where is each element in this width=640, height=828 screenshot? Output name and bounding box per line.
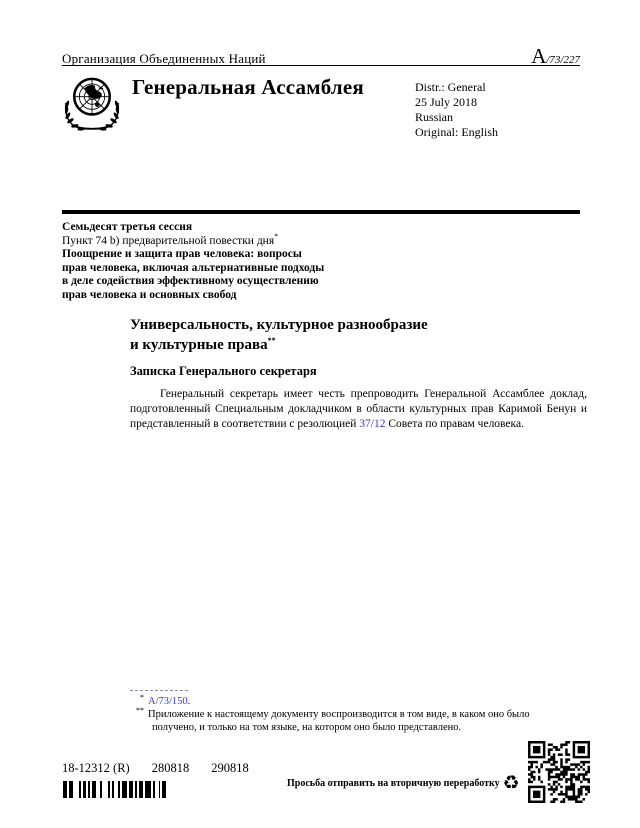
paragraph-text: Совета по правам человека.	[385, 417, 524, 430]
footnotes-block	[130, 690, 560, 735]
section-divider-rule	[62, 210, 580, 214]
document-subtitle: Записка Генерального секретаря	[130, 364, 317, 378]
footnote-2: ** Приложение к настоящему документу воспроизводится в том виде, в каком оно было получено, и только на том языке, на котором оно было представлено.	[136, 705, 530, 734]
job-number-line	[62, 761, 249, 776]
header-rule	[62, 65, 580, 66]
agenda-item-line	[62, 231, 324, 249]
session-title: Семьдесят третья сессия	[62, 221, 193, 233]
agenda-title-line: прав человека, включая альтернативные подходы	[62, 261, 325, 274]
qr-code-icon	[528, 741, 590, 803]
distr-line: Distr.: General	[415, 80, 486, 94]
original-language-line: Original: English	[415, 125, 498, 139]
body-paragraph	[130, 387, 587, 432]
footnote-ref-2: **	[267, 335, 276, 345]
document-title	[130, 316, 428, 355]
language-line: Russian	[415, 110, 454, 124]
agenda-title-line: в деле содействия эффективному осуществлению	[62, 275, 319, 288]
document-title-line2: и культурные права**	[130, 335, 276, 353]
distribution-block	[415, 80, 498, 140]
org-name: Организация Объединенных Наций	[62, 51, 266, 66]
recycle-notice	[287, 774, 520, 793]
date-code-2: 290818	[211, 761, 249, 775]
agenda-item-text: Пункт 74 b) предварительной повестки дня	[62, 234, 275, 247]
resolution-link[interactable]: 37/12	[359, 417, 386, 430]
job-number: 18-12312 (R)	[62, 761, 130, 775]
footnote-separator	[130, 690, 188, 691]
date-line: 25 July 2018	[415, 95, 478, 109]
un-emblem-icon	[60, 70, 124, 136]
footnote-ref-1: *	[274, 231, 279, 241]
agenda-title-line: Поощрение и защита прав человека: вопросы	[62, 248, 302, 261]
paragraph-text: Генеральный секретарь имеет честь препроводить Генеральной Ассамблее доклад, подготовленный Специальным докладчиком в области культурных прав Каримой Бенун и представленный в соответствии с резолюцией	[130, 388, 587, 430]
footnote-doc-link[interactable]: A/73/150	[148, 696, 188, 707]
recycle-text: Просьба отправить на вторичную переработку	[287, 778, 500, 789]
agenda-title-line: прав человека и основных свобод	[62, 288, 237, 301]
footnote-2-text: Приложение к настоящему документу воспроизводится в том виде, в каком оно было получено, и только на том языке, на котором оно было представлено.	[148, 709, 530, 734]
footnote-1: * A/73/150.	[140, 692, 191, 707]
document-title-line1: Универсальность, культурное разнообразие	[130, 317, 428, 333]
footnote-1-tail: .	[187, 696, 191, 707]
barcode-icon	[63, 781, 171, 798]
doc-symbol-prefix: A	[531, 44, 547, 68]
un-emblem-graphic	[60, 70, 124, 136]
assembly-title: Генеральная Ассамблея	[132, 75, 364, 99]
recycling-symbol-icon: ♻	[502, 772, 520, 794]
session-block	[62, 221, 324, 303]
date-code-1: 280818	[151, 761, 190, 775]
doc-symbol-rest: /73/227	[546, 54, 580, 66]
